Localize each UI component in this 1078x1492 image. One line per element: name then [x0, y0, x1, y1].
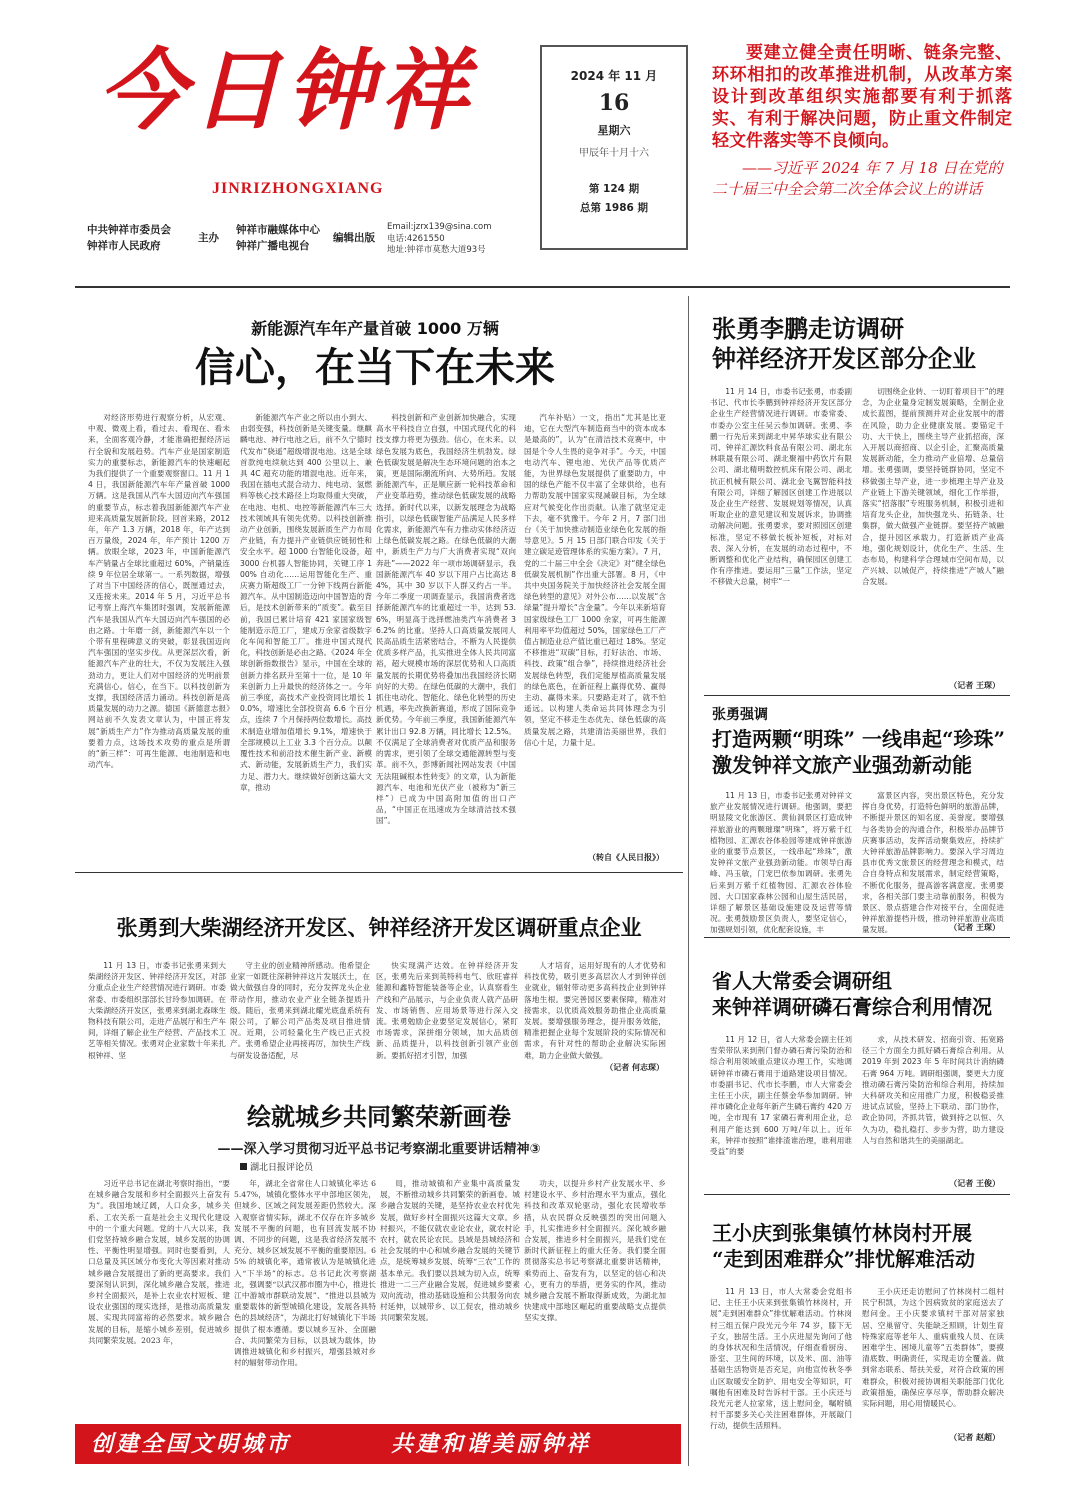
lead-column-1 — [88, 412, 230, 864]
article-c-column-1 — [88, 960, 226, 1068]
contact-address: 地址:钟祥市莫愁大道93号 — [387, 245, 486, 255]
article-a-column-1 — [710, 386, 852, 676]
article-e-column-3 — [380, 1178, 520, 1418]
article-e-column-4 — [524, 1178, 666, 1418]
article-c-top-rule — [75, 872, 683, 873]
publisher-line-2: 钟祥广播电视台 — [236, 240, 310, 252]
article-e-col3-text: 局，推动城镇和产业集中高质量发展，不断推动城乡共同繁荣的新画卷。城乡融合发展的关键，是坚持农业农村优先发展，做好乡村全面振兴这篇大文章。乡村振兴，不能仅就农业论农业，就农村论农村，就农民论农民。县域是县城经济和社会发展的中心和城乡融合发展的关键节点，是统筹城乡发展、统筹“三农”工作的基本单元。我们要以县域为切入点，统筹推进一二三产业融合发展，促进城乡要素双向流动，推动基础设施和公共服务向农村延伸，以城带乡、以工促农，推动城乡共同繁荣发展。 — [380, 1179, 520, 1323]
article-a-title-2: 钟祥经济开发区部分企业 — [712, 344, 976, 373]
article-e-byline-text: 湖北日报评论员 — [250, 1163, 314, 1173]
sponsor-role: 主办 — [198, 232, 219, 244]
article-c-column-2 — [230, 960, 370, 1068]
article-e-column-2 — [234, 1178, 376, 1418]
footer-banner-left: 创建全国文明城市 — [91, 1431, 292, 1457]
newspaper-logo: 今日钟祥 — [98, 38, 475, 142]
lead-credit: （转自《人民日报》） — [588, 853, 664, 862]
sponsor-line-2: 钟祥市人民政府 — [87, 240, 161, 252]
article-b-title-2: 激发钟祥文旅产业强劲新动能 — [712, 753, 972, 777]
contact-block — [387, 222, 492, 257]
article-b-col2-text: 富景区内容，突出景区特色，充分发挥自身优势，打造特色鲜明的旅游品牌，不断提升景区的知名度、美誉度。要增强与各类协会的沟通合作，积极举办品牌节庆赛事活动，发挥活动聚集效应，持续扩大钟祥旅游品牌影响力。要深入学习周边县市优秀文旅景区的经营理念和模式，结合自身特点和发展需求，制定经营策略，不断优化服务，提高游客满意度。张勇要求，各相关部门要主动靠前服务，积极为景区、景点搭建合作对接平台，全面促进钟祥旅游提档升级，推动钟祥旅游业高质量发展。 — [862, 791, 1004, 935]
article-b-column-1 — [710, 790, 852, 935]
masthead — [0, 0, 1078, 290]
article-f-col1-text: 11 月 13 日，市人大常委会党组书记、主任王小庆来到张集镇竹林岗村，开展“走到困难群众”排忧解难活动。竹林岗村三组五保户段光元今年 74 岁，膝下无子女，独居生活。王小庆进屋先询问了他的身体状况和生活情况，仔细查看厨房、卧室、卫生间的环境，以及米、面、油等基础生活物资是否充足，向他宣传秋冬季山区取暖安全防护、用电安全等知识，叮嘱他有困难及时告诉村干部。王小庆还与段光元老人拉家常，送上慰问金，嘱咐镇村干部要多关心关注困难群体，开展敲门行动，提供生活照料。 — [710, 1287, 852, 1431]
article-e-col1-text: 习近平总书记在湖北考察时指出，“要在城乡融合发展和乡村全面振兴上奋发有为”。我国地域辽阔，人口众多，城乡关系、工农关系一直是社会主义现代化建设中的一个重大问题。党的十八大以来，我们党坚持城乡融合发展，城乡发展的协调性、平衡性明显增强。同时也要看到，人口总量及其区域分布变化大等因素对推动城乡融合发展提出了新的更高要求。我们要深刻认识到，深化城乡融合发展，推进乡村全面振兴，是补上农业农村短板、建设农业强国的现实选择，是推动高质量发展、实现共同富裕的必然要求。城乡融合发展的目标，是缩小城乡差别，促进城乡共同繁荣发展。2023 年， — [88, 1179, 230, 1345]
article-b-kicker: 张勇强调 — [712, 707, 768, 723]
issue-number: 第 124 期 — [588, 183, 640, 195]
vertical-divider — [688, 296, 689, 1466]
article-a-col1-text: 11 月 14 日，市委书记张勇，市委副书记、代市长李鹏到钟祥经济开发区部分企业生产经营情况进行调研。市委常委、市委办公室主任吴云参加调研。张勇、李鹏一行先后来到湖北中昇华球实业有限公司、钟祥汇源饮料食品有限公司、湖北东林联晟有限公司、湖北聚福中药饮片有限公司、湖北精明数控机床有限公司、湖北抗正机械有限公司、湖北金飞翼智能科技有限公司，详细了解园区创建工作进展以及企业生产经营、发展规划等情况，认真听取企业的意见建议和发展诉求，协调推动解决问题。张勇要求，要对照园区创建标准，坚定不移做长板补短板，对标对表、深入分析，在发展的动态过程中，不断调整和优化产业结构，确保园区创建工作有序推进。要运用“三量”工作法，坚定不移做大总量，树牢“一 — [710, 387, 852, 587]
article-b-rule — [704, 937, 1010, 938]
article-e-subtitle: ——深入学习贯彻习近平总书记考察湖北重要讲话精神③ — [217, 1142, 541, 1157]
article-a-column-2 — [862, 386, 1004, 676]
article-f-col2-text: 王小庆还走访慰问了竹林岗村二组村民宁积凯，为这个因病致贫的家庭送去了慰问金。王小庆要求镇村干部对居家独居、空巢留守、失能缺乏照顾，计划生育特殊家庭等老年人、重病重残人员、在读困难学生、困境儿童等“五类群体”，要摸清底数、明确责任，实现走访全覆盖。做到常态联系、帮扶关爱，对符合政策的困难群众，积极对接协调相关职能部门优化政策措施，确保应享尽享，帮助群众解决实际问题，用心用情暖民心。 — [862, 1287, 1004, 1409]
date-lunar: 甲辰年十月十六 — [579, 148, 649, 159]
byline-square-icon — [240, 1163, 247, 1170]
article-e-column-1 — [88, 1178, 230, 1418]
article-d-column-1 — [710, 1034, 852, 1186]
lead-col2-text: 新能源汽车产业之所以由小到大、由弱变强，科技创新是关键变量。继麒麟电池、神行电池之后，前不久宁德时代发布“骁遥”超级增混电池。这是全球首款纯电续航达到 400 公里以上、兼具 4C 超充功能的增混电池。近年来，我国在插电式混合动力、纯电动、氢燃料等核心技术路径上均取得重大突破，在电池、电机、电控等新能源汽车三大技术领域具有领先优势。以科技创新推动产业创新，围绕发展新质生产力布局产业链，有力提升产业链供应链韧性和安全水平。超 1000 台智能化设备，超 3000 台机器人智能协同，关键工序 100% 自动化……运用智能化生产、重庆赛力斯超级工厂一分钟下线两台新能源汽车。从中国制造迈向中国智造的背后，是技术创新带来的“质变”。截至目前，我国已累计培育 421 家国家级智能制造示范工厂，建成万余家省级数字化车间和智能工厂。推进中国式现代化，科技创新是必由之路。《2024 年全球创新指数报告》显示，中国在全球的创新力排名跃升至第十一位，是 10 年来创新力上升最快的经济体之一。今年前三季度，高技术产业投资同比增长 10.0%，增速比全部投资高 6.6 个百分点，连续 7 个月保持两位数增长。高技术制造业增加值增长 9.1%，增速快于全部规模以上工业 3.3 个百分点。以颠覆性技术和前沿技术催生新产业、新模式、新动能，发展新质生产力，我们实力足、潜力大。继续做好创新这篇大文章，推动 — [240, 413, 372, 792]
article-f-credit: （记者 赵超） — [949, 1433, 1000, 1442]
quote-source: ——习近平 2024 年 7 月 18 日在党的二十届三中全会第二次全体会议上的讲话 — [712, 159, 1003, 198]
article-e-col4-text: 功夫，以提升乡村产业发展水平、乡村建设水平、乡村治理水平为重点，强化科技和改革双轮驱动，强化农民增收举措，从农民群众反映强烈的突出问题入手，扎实推进乡村全面振兴。深化城乡融合发展，推进乡村全面振兴，是我们党在新时代新征程上的重大任务。我们要全面贯彻落实总书记考察湖北重要讲话精神，乘势而上、奋发有为，以坚定的信心和决心，更有力的举措，更务实的作风，推动城乡融合发展不断取得新成效，为湖北加快建成中部地区崛起的重要战略支点提供坚实支撑。 — [524, 1179, 666, 1323]
article-c-col1-text: 11 月 13 日，市委书记张勇来到大柴湖经济开发区、钟祥经济开发区，对部分重点企业生产经营情况进行调研。市委常委、市委组织部部长甘玲参加调研。在大柴湖经济开发区，张勇来到湖北森咪生物科技有限公司，走进产品展厅和生产车间，详细了解企业生产经营、产品技术工艺等相关情况。张勇对企业家数十年来扎根钟祥、坚 — [88, 961, 226, 1060]
masthead-rule — [75, 286, 1010, 288]
article-a-title-1: 张勇李鹏走访调研 — [712, 314, 904, 343]
article-c-column-3 — [376, 960, 518, 1068]
article-c-column-4 — [524, 960, 666, 1060]
article-d-column-2 — [862, 1034, 1004, 1176]
sponsor-line-1: 中共钟祥市委员会 — [87, 224, 171, 236]
newspaper-pinyin: JINRIZHONGXIANG — [212, 180, 384, 197]
sponsor-block — [87, 222, 171, 254]
quote-text: 要建立健全责任明晰、链条完整、环环相扣的改革推进机制，从改革方案设计到改革组织实施都要有利于抓落实、有利于解决问题，防止重文件制定轻文件落实等不良倾向。 — [712, 43, 1012, 151]
article-d-credit: （记者 王俊） — [949, 1179, 1000, 1188]
lead-column-3 — [376, 412, 516, 864]
date-box — [540, 45, 688, 250]
article-c-title: 张勇到大柴湖经济开发区、钟祥经济开发区调研重点企业 — [116, 915, 642, 940]
article-f-column-1 — [710, 1286, 852, 1436]
publisher-line-1: 钟祥市融媒体中心 — [236, 224, 320, 236]
article-f-title-2: “走到困难群众”排忧解难活动 — [712, 1247, 976, 1271]
contact-email: Email:jzrx139@sina.com — [387, 222, 492, 232]
lead-column-4 — [524, 412, 666, 852]
article-d-rule — [704, 1194, 1010, 1195]
lead-col1-text: 对经济形势进行观察分析，从宏观、中观、微观上看，看过去、看现在、看未来，全面客观冷静，才能准确把握经济运行全貌和发展趋势。汽车产业是国家制造实力的重要标志，新能源汽车的快速崛起为我们提供了一个重要观察窗口。11 月 14 日，我国新能源汽车年产量首破 1000 万辆。这是我国从汽车大国迈向汽车强国的重要节点，标志着我国新能源汽车产业迎来高质量发展新阶段。回首来路，2012 年，年产 1.3 万辆，2018 年，年产达到百万量级，2024 年，年产预计 1200 万辆。放眼全球，2023 年，中国新能源汽车产销量占全球比重超过 60%，产销量连续 9 年位居全球第一。一系列数据，增强了对当下中国经济的信心，既厘通过去，又连接未来。2014 年 5 月，习近平总书记考察上海汽车集团时强调，发展新能源汽车是我国从汽车大国迈向汽车强国的必由之路。十年磨一剑，新能源汽车以一个个带有里程碑意义的突破，彰显我国迈向汽车强国的坚实步伐。从更深层次看，新能源汽车产业的壮大，不仅为发展注入强劲动力，更让人们对中国经济的光明前景充满信心。信心，在当下。以科技创新为支撑，我国经济活力涌动。科技创新是高质量发展的动力之源。德国《新德意志报》网站前不久发表文章认为，中国正将发展“新质生产力”作为推动高质量发展的重要着力点，这场技术攻势的重点是所谓的“新三样”：可再生能源、电池制造和电动汽车。 — [88, 413, 230, 770]
article-c-col4-text: 人才培育，运用好现有的人才优势和科技优势，吸引更多高层次人才到钟祥创业就业，辐射带动更多高科技企业到钟祥落地生根。要完善园区要素保障，精准对接需求，以优质高效服务助推企业高质量发展。要增强服务理念，提升服务效能，精准把握企业每个发展阶段的实际情况和需求，有针对性的帮助企业解决实际困难，助力企业做大做强。 — [524, 961, 666, 1060]
total-issue-number: 总第 1986 期 — [579, 202, 649, 214]
date-weekday: 星期六 — [597, 124, 631, 137]
lead-title: 信心，在当下在未来 — [195, 345, 555, 391]
article-e-title: 绘就城乡共同繁荣新画卷 — [247, 1102, 511, 1131]
article-a-credit: （记者 王琛） — [949, 681, 1000, 690]
article-d-col1-text: 11 月 12 日，省人大常委会副主任刘雪荣带队来到荆门督办磷石膏污染防治和综合利用领域重点建议办理工作，实地调研钟祥市磷石膏用于道路建设项目情况。市委副书记、代市长李鹏，市人大常委会主任王小庆，副主任蔡金华参加调研。钟祥市磷化企业每年新产生磷石膏约 420 万吨，全市现有 17 家磷石膏利用企业，总利用产能达到 600 万吨/年以上。近年来，钟祥市按照“谁排渣谁治理，谁利用谁受益”的要 — [710, 1035, 852, 1157]
article-e-byline — [240, 1160, 313, 1173]
article-a-rule — [704, 695, 1010, 696]
article-f-column-2 — [862, 1286, 1004, 1426]
lead-col3-text: 科技创新和产业创新加快融合，实现高水平科技自立自强，中国式现代化的科技支撑力将更为强劲。信心，在未来。以绿色发展为底色，我国经济生机勃发。绿色低碳发展是解决生态环境问题的治本之策，更是国际潮流所向、大势所趋。发展新能源汽车，正是顺应新一轮科技革命和产业变革趋势，推动绿色低碳发展的战略选择。新时代以来，以新发展理念为战略指引，以绿色低碳智能产品满足人民多样化需求，新能源汽车有力推动实体经济迈上绿色低碳发展之路。在绿色低碳的大潮中，新质生产力与广大消费者实现“双向奔赴”——2022 年一项市场调研显示，我国新能源汽车 40 岁以下用户占比高达 84%，其中 30 岁以下人群又约占一半。今年二季度一项调查显示，我国消费者选择新能源汽车的比重超过一半，达到 53.6%，明显高于选择燃油类汽车消费者 36.2% 的比重。坚持人口高质量发展同人民高品质生活紧密结合，不断为人民提供优质多样产品，扎实推进全体人民共同富裕，超大规模市场的深层优势和人口高质量发展的长期优势将叠加出我国经济长期向好的大势。在绿色低碳的大潮中，我们抓住电动化、智能化、绿色化转型的历史机遇，率先改换新赛道，形成了国际竞争新优势。今年前三季度，我国新能源汽车累计出口 92.8 万辆，同比增长 12.5%。不仅满足了全球消费者对优质产品和服务的需求，更引领了全球交通能源转型与变革。前不久，彭博新闻社网站发表《中国无法阻碱根本性转变》的文章，认为新能源汽车、电池和光伏产业（被称为“新三样”）已成为中国高附加值的出口产品，“中国正在迅速成为全球清洁技术强国”。 — [376, 413, 516, 826]
article-d-col2-text: 求，从技术研发、招商引资、拓宽路径三个方面全力抓好磷石膏综合利用。从 2019 年到 2023 年 5 年时间共计消纳磷石膏 964 万吨。调研组强调，要更大力度推动磷石膏污染防治和综合利用，持续加大科研攻关和应用推广力度，积极稳妥推进试点试验，坚持上下联动、部门协作，政企协同，齐抓共管，做到持之以恒、久久为功，稳扎稳打、步步为营，助力建设人与自然和谐共生的美丽湖北。 — [862, 1035, 1004, 1145]
article-d-title-1: 省人大常委会调研组 — [712, 969, 892, 993]
lead-col4-text: 汽车补贴）一文，指出“尤其是比亚迪，它在大型汽车制造商当中的资本成本是最高的”，认为“在清洁技术竞赛中，中国是个令人生畏的竞争对手”。今天，中国电动汽车、锂电池、光伏产品等优质产能，为世界绿色发展提供了重要助力，中国的绿色产能不仅丰富了全球供给，也有力帮助发展中国家实现减碳目标，为全球应对气候变化作出贡献。认准了就坚定走下去，毫不犹豫干。今年 2 月，7 部门出台《关于加快推动制造业绿色化发展的指导意见》。5 月 15 日部门联合印发《关于建立碳足迹管理体系的实施方案》。7 月，党的二十届三中全会《决定》对“健全绿色低碳发展机制”作出重大部署。8 月，《中共中央国务院关于加快经济社会发展全面绿色转型的意见》对外公布……以发展“含绿量”提升增长“含金量”。今年以来新培育国家级绿色工厂 1000 余家，可再生能源利用率平均值超过 50%，国家绿色工厂产值占制造业总产值比重已超过 18%。坚定不移推进“双碳”目标，打好法治、市场、科技、政策“组合拳”，持续推进经济社会发展绿色转型，我们定能厚植高质量发展的绿色底色，在新征程上赢得优势、赢得主动、赢得未来。只要路走对了，就不怕遥远。以构建人类命运共同体理念为引领，坚定不移走生态优先、绿色低碳的高质量发展之路，共建清洁美丽世界，我们信心十足，力量十足。 — [524, 413, 666, 747]
contact-phone: 电话:4261550 — [387, 233, 445, 244]
article-c-col3-text: 快实现满产达效。在钟祥经济开发区，张勇先后来到英特科电气、欣旺睿祥能源和鑫特智能装备等企业，认真察看生产线和产品展示，与企业负责人就产品研发、市场销售、应用场景等进行深入交流。张勇勉励企业要坚定发展信心，紧盯市场需求，深拼细分领域，加大品质创新、品质提升，以科技创新引领产业创新。要抓好招才引智，加强 — [376, 961, 518, 1060]
article-d-title-2: 来钟祥调研磷石膏综合利用情况 — [712, 995, 992, 1019]
article-c-col2-text: 守主业的创业精神所感动。他希望企业家一如既往深耕钟祥这片发展沃土，在做大做强自身的同时，充分发挥龙头企业带动作用，推动农业产业全链条提质升级。随后，张勇来到湖北耀光底盘系统有限公司，了解公司产品类及项目推进情况。近期，公司轻量化生产线已正式投产。张勇希望企业再接再厉，加快生产线与研发设备适配，尽 — [230, 961, 370, 1060]
lead-column-2 — [240, 412, 372, 864]
publisher-role: 编辑出版 — [333, 232, 375, 244]
article-e-col2-text: 年，湖北全省常住人口城镇化率达 65.47%，城镇化整体水平中部地区领先，但城乡、区域之间发展差距仍然较大。深入观察省情实际，湖北不仅存在许多城乡发展不平衡的问题，也有回流发展不协调、不同步的问题，这是我省经济发展不充分、城乡区域发展不平衡的重要原因。65% 的城镇化率，通常被认为是城镇化进入“下半场”的标志。总书记此次考察湖北，强调要“以武汉都市圈为中心，推进长江中游城市群联动发展”、“推进以县城为重要载体的新型城镇化建设，发展各具特色的县域经济”，为湖北打好城镇化下半场提供了根本遵循。要以城乡互补、全面融合、共同繁荣为目标，以县域为载体，协调推进城镇化和乡村振兴，增强县城对乡村的辐射带动作用。 — [234, 1179, 376, 1368]
date-year-month: 2024 年 11 月 — [570, 69, 658, 83]
publisher-block — [236, 222, 320, 254]
article-f-title-1: 王小庆到张集镇竹林岗村开展 — [712, 1221, 972, 1245]
article-b-title-1: 打造两颗“明珠” 一线串起“珍珠” — [712, 727, 1005, 751]
quote-box — [712, 42, 1012, 257]
article-c-credit: （记者 何志琛） — [605, 1063, 664, 1072]
footer-banner — [75, 1424, 681, 1464]
article-b-col1-text: 11 月 13 日，市委书记张勇对钟祥文旅产业发展情况进行调研。他强调，要把明显陵文化旅游区、黄仙洞景区打造成钟祥旅游业的两颗璀璨“明珠”，将万紫千红植物园、汇源农谷体验园等建成钟祥旅游业的重要节点景区，一线串起“珍珠”，激发钟祥文旅产业强劲新动能。市领导白海峰、冯玉敏，门宠巴依参加调研。张勇先后来到万紫千红植物园、汇源农谷体验园、大口国家森林公园和山屋生活民居，详细了解景区基础设施建设及运营等情况。张勇鼓励景区负责人，要坚定信心，加强规划引领，优化配套设施，丰 — [710, 791, 852, 935]
date-day: 16 — [598, 90, 630, 116]
footer-banner-right: 共建和谐美丽钟祥 — [391, 1431, 592, 1457]
article-b-credit: （记者 王琛） — [949, 923, 1000, 932]
lead-kicker: 新能源汽车年产量首破 1000 万辆 — [251, 319, 499, 338]
article-a-col2-text: 切围绕企业转、一切盯着项目干”的理念，为企业量身定制发展策略，全制企业成长蓝图，提前预测并对企业发展中的潜在风险，助力企业健康发展。要锚定千功、大干快上，围绕主导产业抓招商，深入开展以商招商、以企引企，汇聚高质量发展新动能，全力推动产业倍增、总量倍增。张勇强调，要坚持链群协同，坚定不移做强主导产业，进一步梳理主导产业及产业链上下游关键领域，细化工作举措，落实“招落服”专班服务机制，积极引进和培育龙头企业，加快强龙头、拓链条、壮集群，做大做强产业链群。要坚持产城融合，提升园区承载力，打造新质产业高地，强化规划设计，优化生产、生活、生态布局，构建科学合理城市空间布局，以产兴城、以城促产，持续推进“产城人”融合发展。 — [862, 387, 1004, 587]
